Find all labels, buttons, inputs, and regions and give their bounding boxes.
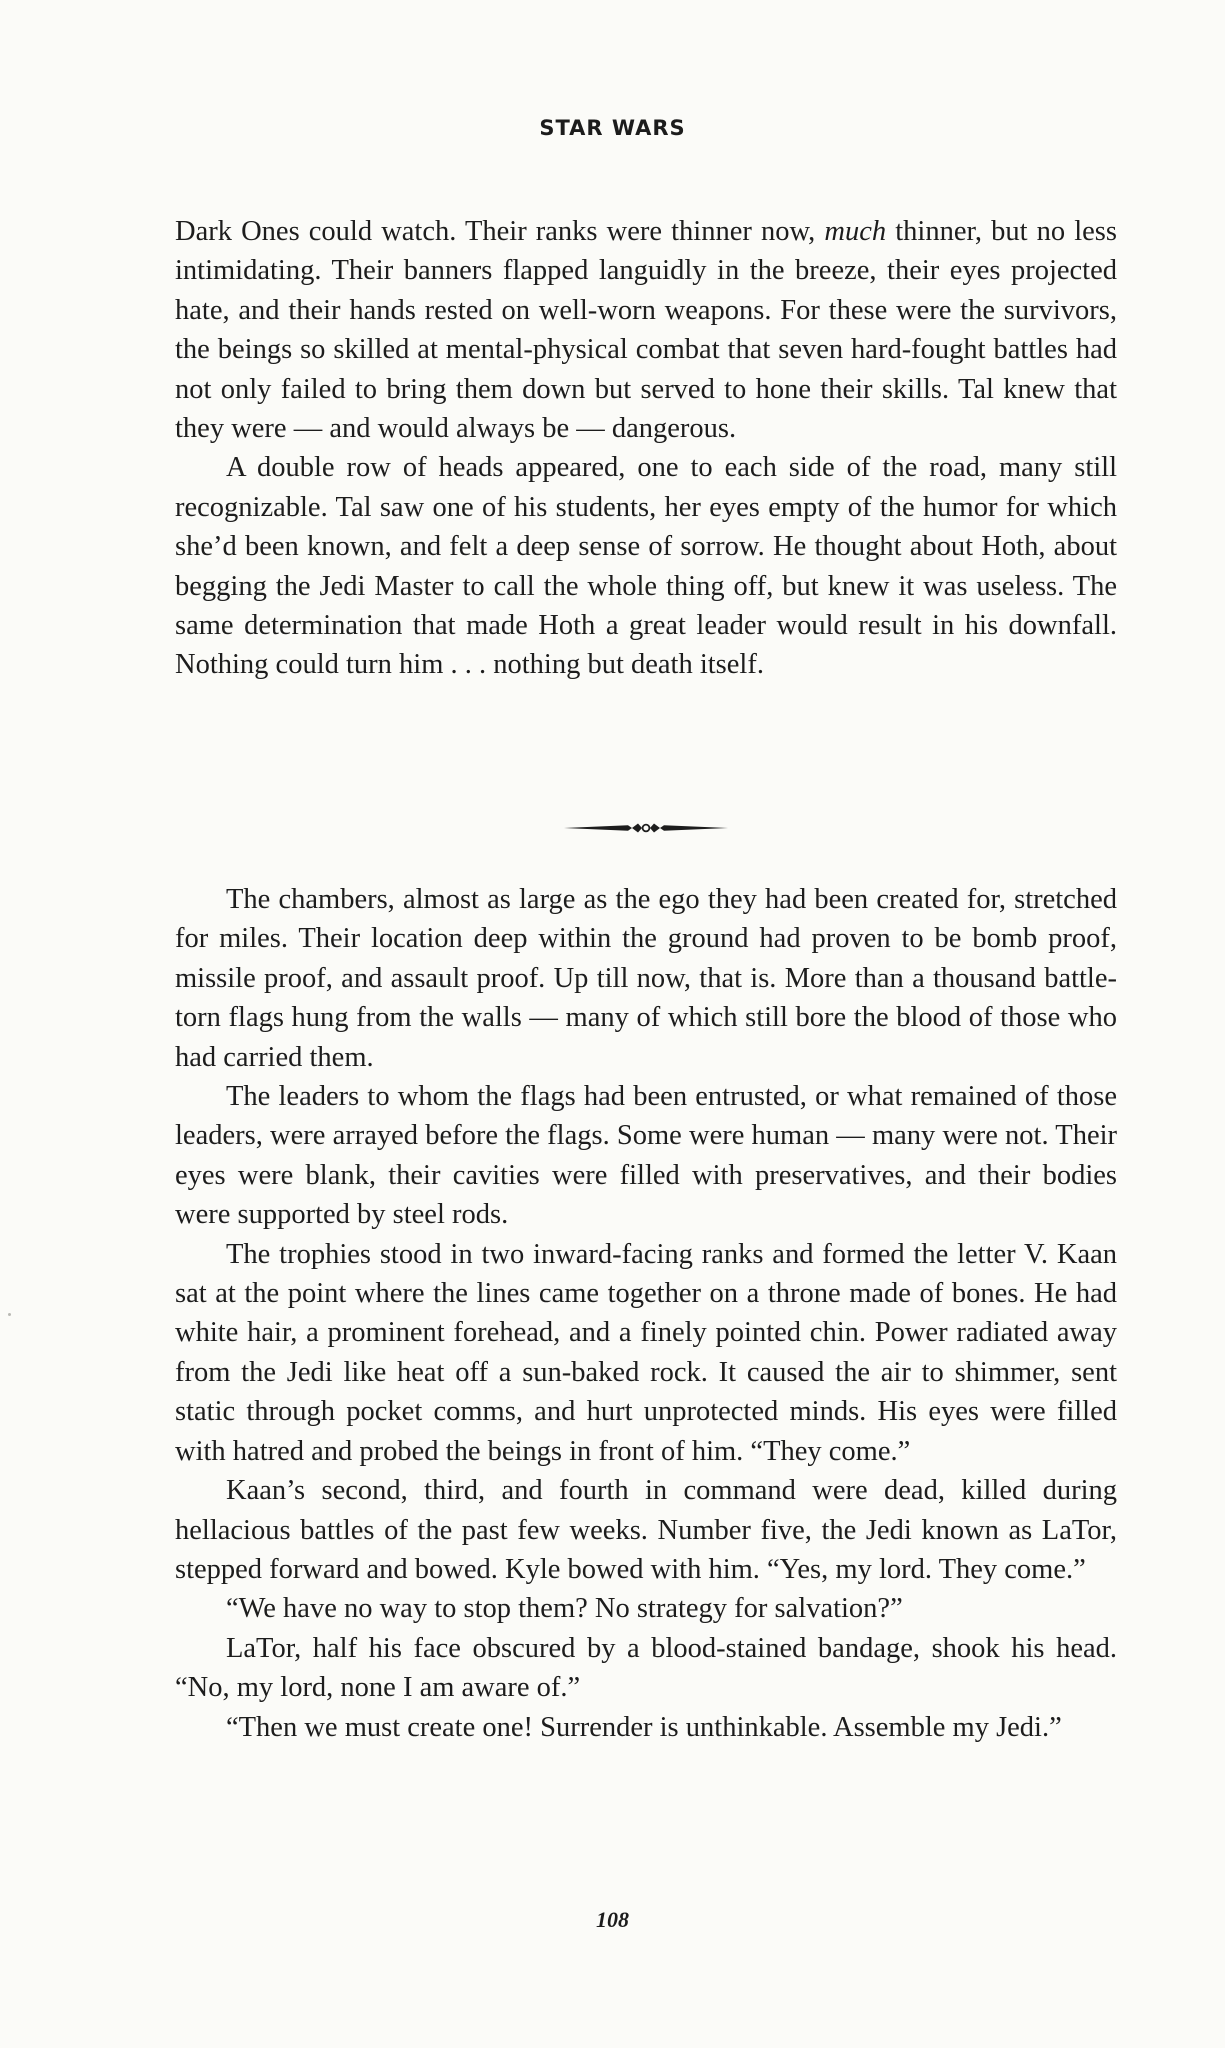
section-break-ornament-icon — [560, 816, 732, 840]
page-number: 108 — [596, 1907, 629, 1932]
paragraph: “We have no way to stop them? No strategy for salvation?” — [226, 1593, 903, 1625]
paragraph: A double row of heads appeared, one to each side of the road, many still recognizable. Tal saw one of his students, her eyes empty of the humor for which she’d been known, and felt a deep sense of sorrow. He thought about Hoth, about begging the Jedi Master to call the whole thing off, but knew it was useless. The same determination that made Hoth a great leader would result in his downfall. Nothing could turn him . . . nothing but death itself. — [175, 452, 1117, 681]
running-head: STAR WARS — [539, 116, 686, 140]
paragraph: LaTor, half his face obscured by a blood-stained bandage, shook his head. “No, my lord, none I am aware of.” — [175, 1632, 1117, 1704]
paragraph: The chambers, almost as large as the ego they had been created for, stretched for miles. Their location deep within the ground had proven to be bomb proof, missile proof, and assault proof. Up till now, that is. More than a thousand battle-torn flags hung from the walls — many of which still bore the blood of those who had carried them. — [175, 884, 1117, 1073]
paragraph: “Then we must create one! Surrender is unthinkable. Assemble my Jedi.” — [226, 1711, 1062, 1743]
paper-speck — [8, 1313, 11, 1316]
paragraph: The trophies stood in two inward-facing ranks and formed the letter V. Kaan sat at the point where the lines came together on a throne made of bones. He had white hair, a prominent forehead, and a finely pointed chin. Power radiated away from the Jedi like heat off a sun-baked rock. It caused the air to shimmer, sent static through pocket comms, and hurt unprotected minds. His eyes were filled with hatred and probed the beings in front of him. “They come.” — [175, 1238, 1117, 1467]
emphasized-word: much — [824, 216, 887, 247]
paragraph: Kaan’s second, third, and fourth in command were dead, killed during hellacious battles of the past few weeks. Number five, the Jedi known as LaTor, stepped forward and bowed. Kyle bowed with him. “Yes, my lord. They come.” — [175, 1475, 1117, 1585]
paragraph: The leaders to whom the flags had been entrusted, or what remained of those leaders, were arrayed before the flags. Some were human — many were not. Their eyes were blank, their cavities were filled with preservatives, and their bodies were supported by steel rods. — [175, 1081, 1117, 1231]
paragraph-continued — [175, 212, 1117, 448]
section-one — [175, 212, 1117, 685]
paragraph-text: thinner, but no less intimidating. Their banners flapped languidly in the breeze, their eyes projected hate, and their hands rested on well-worn weapons. For these were the survivors, the beings so skilled at mental-physical combat that seven hard-fought battles had not only failed to bring them down but served to hone their skills. Tal knew that they were — and would always be — dangerous. — [175, 216, 1117, 445]
paragraph-text: Dark Ones could watch. Their ranks were thinner now, — [175, 216, 825, 247]
section-two — [175, 880, 1117, 1747]
